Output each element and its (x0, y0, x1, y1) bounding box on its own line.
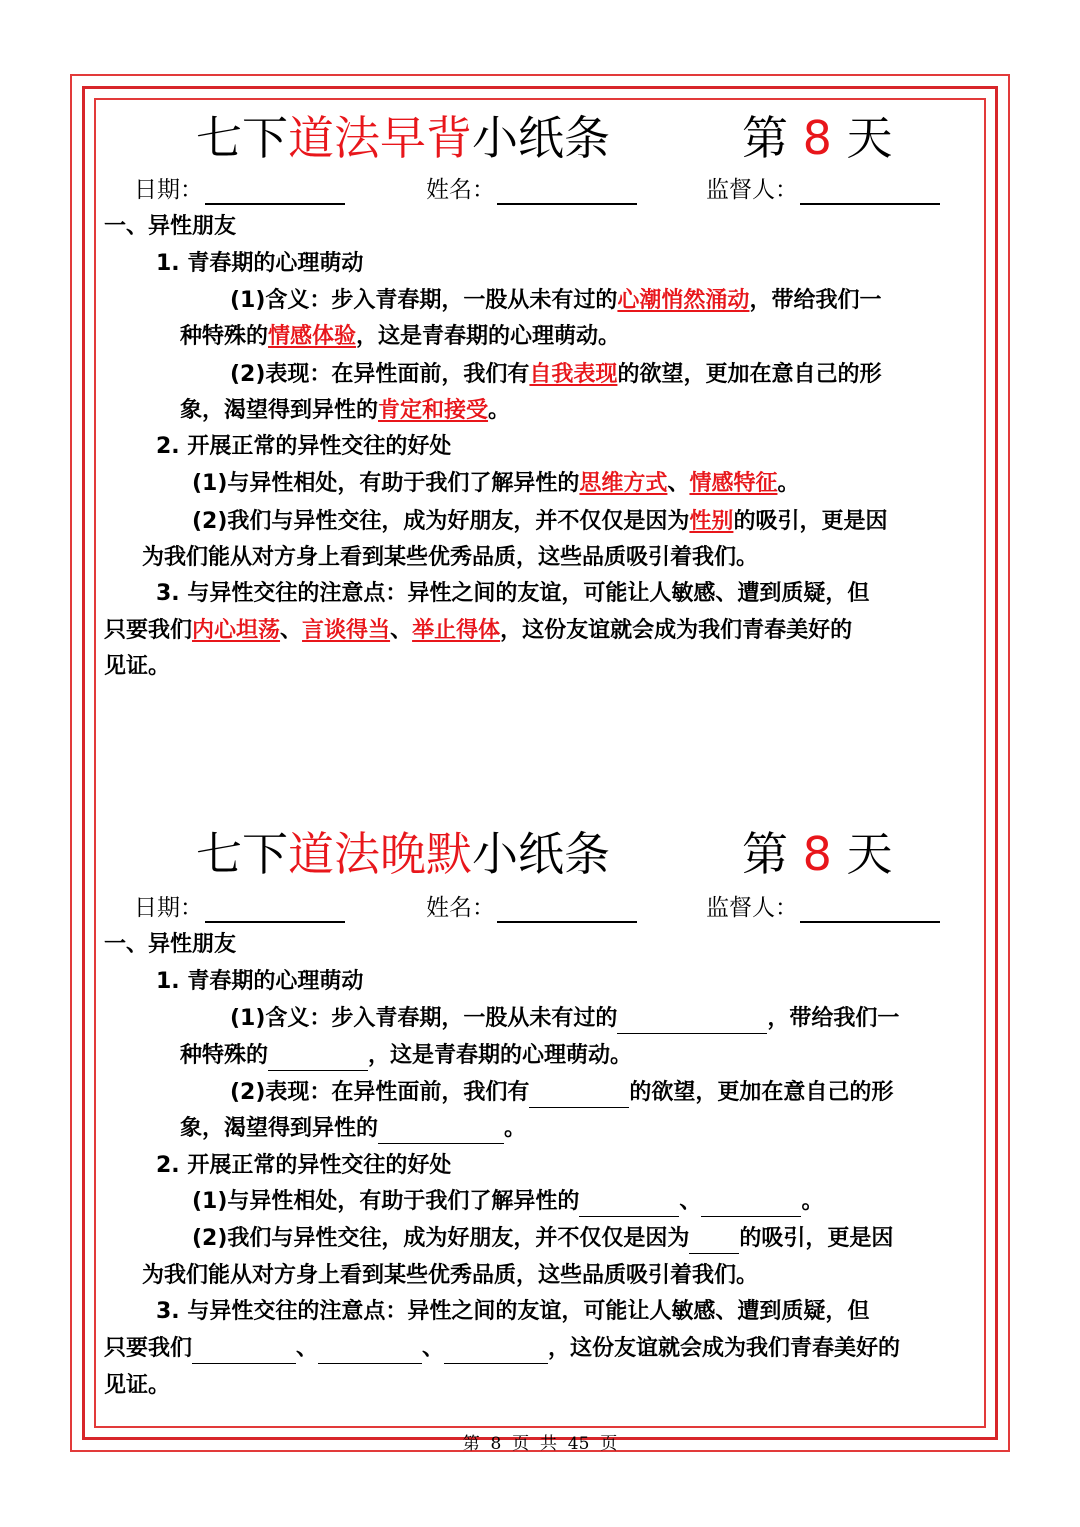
point-2a: (1)与异性相处，有助于我们了解异性的 、 。 (192, 1187, 823, 1217)
point-3-line2: 只要我们内心坦荡、言谈得当、举止得体，这份友谊就会成为我们青春美好的 (104, 618, 853, 643)
point-1b-line1: (2)表现：在异性面前，我们有自我表现的欲望，更加在意自己的形 (230, 362, 882, 387)
point-2a: (1)与异性相处，有助于我们了解异性的思维方式、情感特征。 (192, 471, 800, 496)
point-2-heading: 2. 开展正常的异性交往的好处 (156, 434, 452, 459)
point-2b-line1: (2)我们与异性交往，成为好朋友，并不仅仅是因为性别的吸引，更是因 (192, 509, 888, 534)
key-term: 思维方式 (579, 471, 668, 496)
point-1a-line1: (1)含义：步入青春期，一股从未有过的 ，带给我们一 (230, 1004, 899, 1034)
point-3-line2: 只要我们 、 、 ，这份友谊就会成为我们青春美好的 (104, 1334, 900, 1364)
key-term: 情感体验 (268, 324, 357, 349)
key-term: 言谈得当 (302, 618, 391, 643)
point-3-line1: 3. 与异性交往的注意点：异性之间的友谊，可能让人敏感、遭到质疑，但 (156, 1299, 870, 1324)
supervisor-field[interactable]: 监督人： (706, 175, 940, 205)
key-term: 举止得体 (412, 618, 501, 643)
name-field[interactable]: 姓名： (426, 175, 637, 205)
name-blank[interactable] (497, 899, 637, 923)
fill-in-blank[interactable] (579, 1194, 679, 1217)
point-3-line1: 3. 与异性交往的注意点：异性之间的友谊，可能让人敏感、遭到质疑，但 (156, 581, 870, 606)
point-1a-line1: (1)含义：步入青春期，一股从未有过的心潮悄然涌动，带给我们一 (230, 288, 882, 313)
point-1a-line2: 种特殊的情感体验，这是青春期的心理萌动。 (180, 324, 621, 349)
fill-in-blank[interactable] (318, 1341, 422, 1364)
evening-title: 七下道法晚默小纸条 (196, 827, 610, 881)
morning-day-label: 第 8 天 (742, 111, 893, 165)
point-2-heading: 2. 开展正常的异性交往的好处 (156, 1153, 452, 1178)
page-number-footer: 第 8 页 共 45 页 (462, 1434, 618, 1454)
name-field[interactable]: 姓名： (426, 893, 637, 923)
fill-in-blank[interactable] (444, 1341, 548, 1364)
point-1b-line2: 象，渴望得到异性的 。 (180, 1114, 526, 1144)
key-term: 性别 (689, 509, 734, 534)
section-heading: 一、异性朋友 (104, 932, 237, 957)
day-number: 8 (802, 827, 832, 881)
date-field[interactable]: 日期： (134, 175, 345, 205)
supervisor-blank[interactable] (800, 181, 940, 205)
day-number: 8 (802, 111, 832, 165)
fill-in-blank[interactable] (529, 1085, 629, 1108)
fill-in-blank[interactable] (701, 1194, 801, 1217)
point-2b-line2: 为我们能从对方身上看到某些优秀品质，这些品质吸引着我们。 (142, 1263, 759, 1288)
fill-in-blank[interactable] (378, 1121, 504, 1144)
key-term: 内心坦荡 (192, 618, 281, 643)
point-1b-line2: 象，渴望得到异性的肯定和接受。 (180, 398, 511, 423)
date-blank[interactable] (205, 181, 345, 205)
point-2b-line1: (2)我们与异性交往，成为好朋友，并不仅仅是因为 的吸引，更是因 (192, 1224, 893, 1254)
evening-day-label: 第 8 天 (742, 827, 893, 881)
point-1-heading: 1. 青春期的心理萌动 (156, 969, 364, 994)
supervisor-field[interactable]: 监督人： (706, 893, 940, 923)
date-blank[interactable] (205, 899, 345, 923)
fill-in-blank[interactable] (689, 1231, 739, 1254)
fill-in-blank[interactable] (268, 1048, 368, 1071)
supervisor-blank[interactable] (800, 899, 940, 923)
key-term: 自我表现 (529, 362, 618, 387)
fill-in-blank[interactable] (192, 1341, 296, 1364)
point-1b-line1: (2)表现：在异性面前，我们有 的欲望，更加在意自己的形 (230, 1078, 893, 1108)
key-term: 肯定和接受 (378, 398, 489, 423)
date-field[interactable]: 日期： (134, 893, 345, 923)
point-1a-line2: 种特殊的 ，这是青春期的心理萌动。 (180, 1041, 632, 1071)
section-heading: 一、异性朋友 (104, 214, 237, 239)
key-term: 心潮悄然涌动 (617, 288, 750, 313)
morning-title: 七下道法早背小纸条 (196, 111, 610, 165)
point-3-line3: 见证。 (104, 654, 171, 679)
key-term: 情感特征 (689, 471, 778, 496)
name-blank[interactable] (497, 181, 637, 205)
point-1-heading: 1. 青春期的心理萌动 (156, 251, 364, 276)
point-3-line3: 见证。 (104, 1373, 171, 1398)
point-2b-line2: 为我们能从对方身上看到某些优秀品质，这些品质吸引着我们。 (142, 545, 759, 570)
fill-in-blank[interactable] (617, 1011, 767, 1034)
